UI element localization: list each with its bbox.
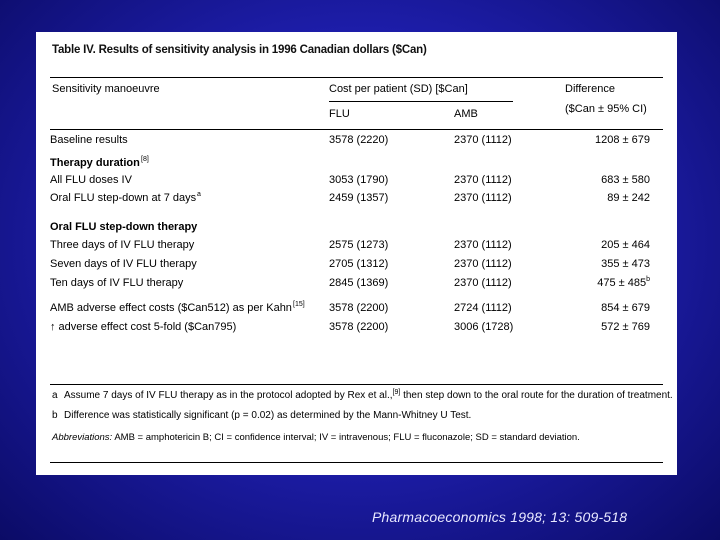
row-label: Baseline results [50,134,128,146]
cell-difference [565,275,650,291]
cell-amb: 2370 (1112) [454,192,512,204]
cell-flu: 3578 (2200) [329,321,389,333]
cell-amb: 2370 (1112) [454,258,512,270]
section-heading-row [50,219,663,235]
abbreviations-text: AMB = amphotericin B; CI = confidence interval; IV = intravenous; FLU = fluconazole; SD = standard deviation. [112,432,580,443]
header-rule [50,129,663,130]
header-cost: Cost per patient (SD) [$Can] [329,83,468,95]
cell-difference: 1208 ± 679 [595,134,650,146]
header-sub-rule [329,101,513,102]
cell-difference: 355 ± 473 [601,258,650,270]
cell-amb: 3006 (1728) [454,321,514,333]
row-label: All FLU doses IV [50,174,132,186]
header-amb: AMB [454,108,478,120]
cell-flu: 2705 (1312) [329,258,389,270]
row-label: Seven days of IV FLU therapy [50,258,197,270]
footnote-text: Assume 7 days of IV FLU therapy as in the protocol adopted by Rex et al., [64,390,393,401]
cell-difference: 89 ± 242 [607,192,650,204]
table-row [50,132,663,148]
table-layout [36,32,677,475]
cell-difference: 854 ± 679 [601,302,650,314]
row-label: Oral FLU step-down at 7 days [50,192,197,204]
cell-flu: 2575 (1273) [329,239,389,251]
cell-amb: 2724 (1112) [454,302,512,314]
table-row [50,190,663,206]
cell-difference: 572 ± 769 [601,321,650,333]
footnote-a [50,388,673,404]
table-row [50,256,663,272]
table-row [50,319,663,335]
cell-amb: 2370 (1112) [454,174,512,186]
row-label-superscript: [8] [141,156,149,163]
cell-difference: 205 ± 464 [601,239,650,251]
row-label-superscript: [15] [293,301,305,308]
footer-rule [50,384,663,385]
bottom-rule [50,462,663,463]
header-difference-sub: ($Can ± 95% CI) [565,103,647,115]
table-row [50,300,663,316]
cell-amb: 2370 (1112) [454,239,512,251]
row-label: ↑ adverse effect cost 5-fold ($Can795) [50,321,237,333]
section-heading-row [50,155,663,171]
header-flu: FLU [329,108,350,120]
abbreviations [50,430,669,446]
abbreviations-label: Abbreviations: [52,432,113,443]
table-row [50,237,663,253]
cell-flu: 3578 (2200) [329,302,389,314]
citation: Pharmacoeconomics 1998; 13: 509-518 [372,509,628,525]
footnote-ref: [9] [392,389,401,396]
cell-flu: 3053 (1790) [329,174,389,186]
row-label: Therapy duration [50,157,140,169]
table-row [50,172,663,188]
cell-difference: 683 ± 580 [601,174,650,186]
footnote-text-cont: then step down to the oral route for the duration of treatment. [400,390,673,401]
title-rule [50,77,663,78]
cell-amb: 2370 (1112) [454,134,512,146]
table-row [50,275,663,291]
header-difference: Difference [565,83,615,95]
table-header [50,81,663,130]
cell-flu: 3578 (2220) [329,134,389,146]
row-label-superscript: a [197,191,201,198]
cell-flu: 2845 (1369) [329,277,389,289]
footnote-b [50,408,669,424]
row-label: AMB adverse effect costs ($Can512) as per Kahn [50,302,292,314]
footnote-text: Difference was statistically significant (p = 0.02) as determined by the Mann-Whitney U Test. [64,410,472,421]
footnote-mark: a [52,390,58,401]
row-label: Three days of IV FLU therapy [50,239,195,251]
header-manoeuvre: Sensitivity manoeuvre [52,83,160,95]
table-title: Table IV. Results of sensitivity analysis in 1996 Canadian dollars ($Can) [52,44,427,56]
cell-difference-value: 475 ± 485 [597,277,647,289]
row-label: Oral FLU step-down therapy [50,221,198,233]
row-label: Ten days of IV FLU therapy [50,277,184,289]
cell-flu: 2459 (1357) [329,192,389,204]
cell-amb: 2370 (1112) [454,277,512,289]
footnote-mark: b [52,410,58,421]
cell-difference-superscript: b [646,276,650,283]
